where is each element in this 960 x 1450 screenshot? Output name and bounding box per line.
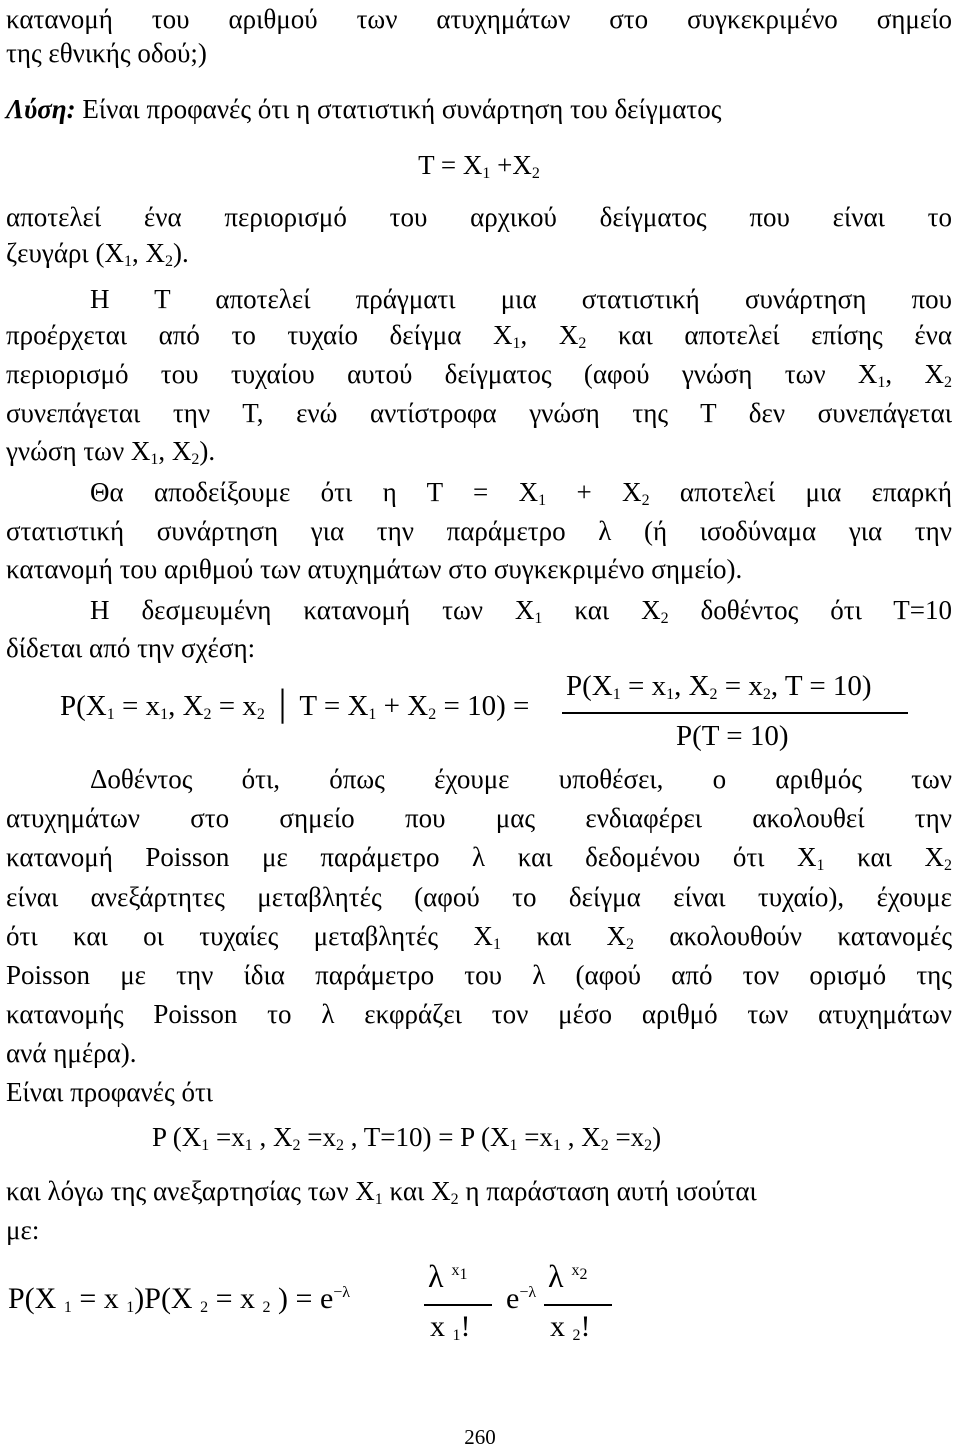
poisson-numerator-2: λ $^{x_2}$ — [548, 1258, 588, 1294]
text-span: Η δεσμευμένη κατανομή των — [90, 595, 483, 625]
text-line: Η Τ αποτελεί πράγματι μια στατιστική συνάρτηση που — [90, 284, 952, 314]
text-span: αποτελεί μια επαρκή — [649, 477, 952, 507]
text-span: ότι και οι τυχαίες μεταβλητές — [6, 921, 439, 951]
equation-t: $T = X_1 +X_2$ — [418, 150, 540, 182]
poisson-exp-2: $e^{-\lambda}$ — [506, 1282, 537, 1315]
text-line: ότι και οι τυχαίες μεταβλητές $X_1$ και $X_2$ ακολουθούν κατανομές — [6, 921, 953, 953]
text-line: και λόγω της ανεξαρτησίας των $X_1$ και $X_2$ η παράσταση αυτή ισούται — [6, 1176, 757, 1208]
text-line: κατανομής Poisson το λ εκφράζει τον μέσο αριθμό των ατυχημάτων — [6, 999, 952, 1029]
poisson-product-lhs: P(X $_1$ = x $_1$)P(X $_2$ = x $_2$ ) = $e^{-\lambda}$ — [8, 1282, 351, 1316]
text-line: της εθνικής οδού;) — [6, 38, 207, 68]
text-line: περιορισμό του τυχαίου αυτού δείγματος (αφού γνώση των $X_1$, $X_2$ — [6, 359, 953, 391]
text-span: ζευγάρι — [6, 238, 89, 268]
text-span: Θα αποδείξουμε ότι η — [90, 477, 397, 507]
text-span: κατανομή Poisson με παράμετρο λ και δεδομένου ότι — [6, 842, 765, 872]
text-line: ατυχημάτων στο σημείο που μας ενδιαφέρει ακολουθεί την — [6, 803, 952, 833]
text-line: Η δεσμευμένη κατανομή των $X_1$ και $X_2$ δοθέντος ότι Τ=10 — [90, 595, 953, 627]
fraction-numerator: $P(X_1 = x_1$, $X_2 = x_2$, T = 10) — [566, 670, 872, 703]
text-line: Poisson με την ίδια παράμετρο του λ (αφού από τον ορισμό της — [6, 960, 952, 990]
text-span: και — [536, 921, 572, 951]
text-span: και — [389, 1176, 425, 1206]
equality-equation: P ($X_1 =x_1$ , $X_2 =x_2$ , T=10) = P ($X_1 =x_1$ , $X_2 =x_2$) — [152, 1122, 662, 1154]
page-number: 260 — [464, 1425, 496, 1449]
text-line: δίδεται από την σχέση: — [6, 633, 256, 663]
text-span: η παράσταση αυτή ισούται — [465, 1176, 757, 1206]
poisson-denominator-1: x $_1$! — [430, 1310, 471, 1344]
text-span: και λόγω της ανεξαρτησίας των — [6, 1176, 349, 1206]
conditional-probability-lhs: $P(X_1 = x_1$, $X_2 = x_2$ │ $T = X_1 + X_2 = 10$) = — [60, 690, 530, 723]
text-line: γνώση των $X_1$, $X_2$). — [6, 436, 216, 468]
fraction-denominator: P(T = 10) — [676, 720, 789, 752]
text-span: δοθέντος ότι Τ=10 — [700, 595, 953, 625]
fraction-bar — [544, 1304, 612, 1306]
solution-label: Λύση: — [6, 94, 76, 124]
text-line: κατανομή Poisson με παράμετρο λ και δεδομένου ότι $X_1$ και $X_2$ — [6, 842, 953, 874]
text-line: είναι ανεξάρτητες μεταβλητές (αφού το δείγμα είναι τυχαίο), έχουμε — [6, 882, 952, 912]
text-line: Είναι προφανές ότι — [6, 1077, 214, 1107]
text-line: Δοθέντος ότι, όπως έχουμε υποθέσει, ο αριθμός των — [90, 764, 952, 794]
poisson-denominator-2: x $_2$! — [550, 1310, 591, 1344]
text-line: Θα αποδείξουμε ότι η $T = X_1 + X_2$ αποτελεί μια επαρκή — [90, 477, 952, 509]
text-span: από το τυχαίο δείγμα — [158, 320, 462, 350]
text-line: με: — [6, 1215, 40, 1245]
text-line: προέρχεται από το τυχαίο δείγμα $X_1$, $X_2$ και αποτελεί επίσης ένα — [6, 320, 953, 352]
text-line: στατιστική συνάρτηση για την παράμετρο λ (ή ισοδύναμα για την — [6, 516, 952, 546]
text-line: κατανομή του αριθμού των ατυχημάτων στο συγκεκριμένο σημείο). — [6, 554, 743, 584]
text-span: Είναι προφανές ότι η στατιστική συνάρτηση του δείγματος — [75, 94, 722, 124]
text-span: και — [574, 595, 610, 625]
text-span: προέρχεται — [6, 320, 127, 350]
text-line: ζευγάρι ($X_1$, $X_2$). — [6, 238, 189, 270]
text-span: και αποτελεί επίσης ένα — [586, 320, 953, 350]
text-span: περιορισμό του τυχαίου αυτού δείγματος (αφού γνώση των — [6, 359, 826, 389]
fraction-bar — [562, 712, 908, 714]
solution-line — [6, 92, 952, 126]
text-line: κατανομή του αριθμού των ατυχημάτων στο συγκεκριμένο σημείο — [6, 4, 952, 34]
text-span: γνώση των — [6, 436, 125, 466]
text-line: ανά ημέρα). — [6, 1038, 137, 1068]
text-span: και — [857, 842, 892, 872]
text-span: ακολουθούν κατανομές — [669, 921, 953, 951]
text-line: αποτελεί ένα περιορισμό του αρχικού δείγματος που είναι το — [6, 202, 952, 232]
text-line: συνεπάγεται την Τ, ενώ αντίστροφα γνώση της Τ δεν συνεπάγεται — [6, 398, 952, 428]
fraction-bar — [424, 1304, 492, 1306]
poisson-numerator-1: λ $^{x_1}$ — [428, 1258, 468, 1294]
